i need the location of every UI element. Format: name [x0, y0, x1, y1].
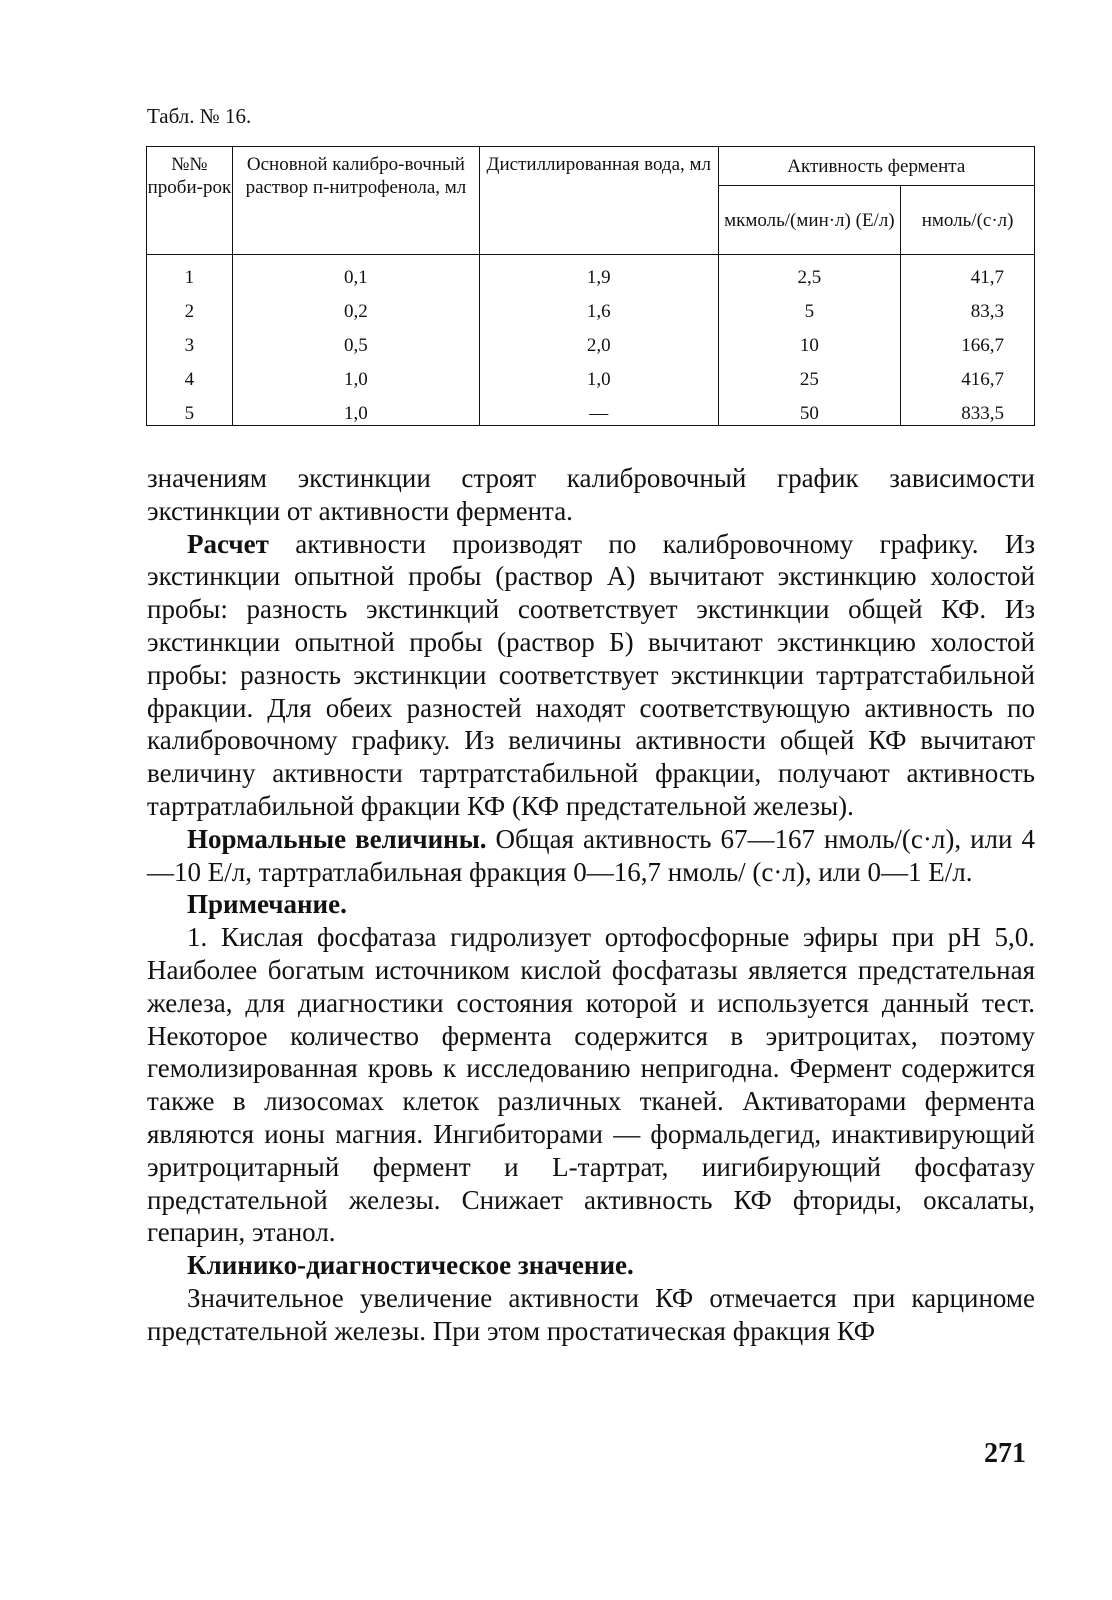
- table-row: [147, 255, 1035, 290]
- table-cell: 166,7: [901, 323, 1035, 357]
- paragraph-normal-values: [147, 823, 1035, 889]
- calculation-lead: Расчет: [187, 528, 269, 559]
- table-cell: 0,1: [232, 255, 479, 290]
- table-cell: 0,5: [232, 323, 479, 357]
- table-cell: 10: [718, 323, 901, 357]
- table-cell: 25: [718, 357, 901, 391]
- table-row: [147, 391, 1035, 426]
- table-caption: Табл. № 16.: [147, 104, 252, 128]
- table-cell: 1,0: [480, 357, 719, 391]
- paragraph-calculation: [147, 528, 1035, 823]
- table-cell: 2,0: [480, 323, 719, 357]
- table-cell: 1,6: [480, 289, 719, 323]
- paragraph-clinical: Значительное увеличение активности КФ отмечается при карциноме предстательной железы. При этом простатическая фракция КФ: [147, 1282, 1035, 1346]
- table-cell: 1,9: [480, 255, 719, 290]
- header-enzyme-activity: Активность фермента: [718, 147, 1034, 186]
- table-cell: 1,0: [232, 357, 479, 391]
- header-distilled-water: Дистиллированная вода, мл: [480, 147, 719, 255]
- table-cell: 416,7: [901, 357, 1035, 391]
- table-cell: 4: [147, 357, 233, 391]
- table-cell: 1: [147, 255, 233, 290]
- calculation-text: активности производят по калибровочному графику. Из экстинкции опытной пробы (раствор А) вычитают экстинкцию холостой пробы: разность экстинкций соответствует экстинкции общей КФ. Из экстинкции опытной пробы (раствор Б) вычитают экстинкцию холостой пробы: разность экстинкции соответствует экстинкции тартратстабильной фракции. Для обеих разностей находят соответствующую активность по калибровочному графику. Из величины активности общей КФ вычитают величину активности тартратстабильной фракции, получают активность тартратлабильной фракции КФ (КФ предстательной железы).: [147, 528, 1035, 821]
- header-activity-nmol: нмоль/(с·л): [901, 186, 1035, 255]
- calibration-table: [146, 146, 1035, 426]
- table-cell: 2: [147, 289, 233, 323]
- table-cell: 50: [718, 391, 901, 426]
- header-tube-no: №№ проби-рок: [147, 147, 233, 255]
- normal-values-text: Общая активность 67—167 нмоль/(с·л), или 4—10 Е/л, тартратлабильная фракция 0—16,7 нмоль/ (с·л), или 0—1 Е/л.: [147, 823, 1035, 887]
- paragraph-note: 1. Кислая фосфатаза гидролизует ортофосфорные эфиры при pH 5,0. Наиболее богатым источником кислой фосфатазы является предстательная железа, для диагностики состояния которой и используется данный тест. Некоторое количество фермента содержится в эритроцитах, поэтому гемолизированная кровь к исследованию непригодна. Фермент содержится также в лизосомах клеток различных тканей. Активаторами фермента являются ионы магния. Ингибиторами — формальдегид, инактивирующий эритроцитарный фермент и L-тартрат, иигибирующий фосфатазу предстательной железы. Снижает активность КФ фториды, оксалаты, гепарин, этанол.: [147, 922, 1035, 1248]
- table-row: [147, 289, 1035, 323]
- table-cell: 1,0: [232, 391, 479, 426]
- table-cell: 5: [147, 391, 233, 426]
- normal-values-lead: Нормальные величины.: [187, 823, 487, 854]
- clinical-heading: Клинико-диагностическое значение.: [187, 1250, 634, 1281]
- table-cell: 3: [147, 323, 233, 357]
- paragraph-calibration-graph: значениям экстинкции строят калибровочный график зависимости экстинкции от активности фермента.: [147, 463, 1035, 526]
- table-row: [147, 357, 1035, 391]
- table-cell: 83,3: [901, 289, 1035, 323]
- table-cell: 5: [718, 289, 901, 323]
- table-cell: 0,2: [232, 289, 479, 323]
- header-activity-umol: мкмоль/(мин·л) (Е/л): [718, 186, 901, 255]
- body-text: [147, 462, 1035, 1348]
- table-cell: 41,7: [901, 255, 1035, 290]
- table-row: [147, 323, 1035, 357]
- table-cell: —: [480, 391, 719, 426]
- note-heading: Примечание.: [187, 889, 347, 920]
- table-cell: 833,5: [901, 391, 1035, 426]
- header-stock-solution: Основной калибро-вочный раствор п-нитрофенола, мл: [232, 147, 479, 255]
- table-cell: 2,5: [718, 255, 901, 290]
- page-number: 271: [984, 1438, 1026, 1469]
